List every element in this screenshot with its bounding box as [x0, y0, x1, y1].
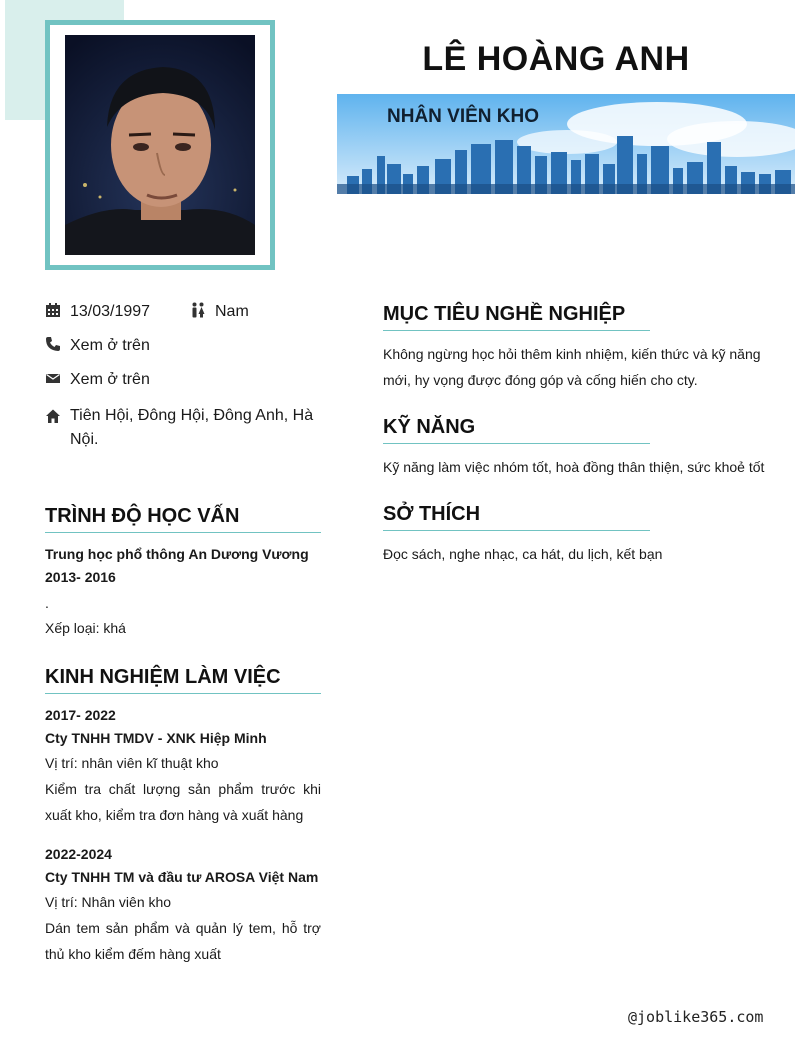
job-company: Cty TNHH TM và đầu tư AROSA Việt Nam — [45, 869, 319, 885]
skills-heading: KỸ NĂNG — [383, 416, 476, 438]
email: Xem ở trên — [70, 371, 150, 388]
experience-heading: KINH NGHIỆM LÀM VIỆC — [45, 666, 281, 688]
address-row — [45, 404, 315, 452]
profile-photo — [65, 35, 255, 255]
education-school: Trung học phổ thông An Dương Vương — [45, 546, 309, 562]
skills-text: Kỹ năng làm việc nhóm tốt, hoà đồng thân thiện, sức khoẻ tốt — [383, 459, 765, 475]
job-period: 2022-2024 — [45, 846, 112, 862]
education-heading: TRÌNH ĐỘ HỌC VẤN — [45, 505, 240, 527]
objective-divider — [383, 330, 650, 331]
candidate-name: LÊ HOÀNG ANH — [422, 40, 690, 78]
objective-heading: MỤC TIÊU NGHỀ NGHIỆP — [383, 303, 626, 325]
job-title: NHÂN VIÊN KHO — [387, 106, 540, 127]
job-company: Cty TNHH TMDV - XNK Hiệp Minh — [45, 730, 267, 746]
birthdate: 13/03/1997 — [70, 303, 151, 320]
hobbies-text: Đọc sách, nghe nhạc, ca hát, du lịch, kết bạn — [383, 546, 663, 562]
phone-row — [45, 336, 150, 355]
gender: Nam — [215, 303, 249, 320]
job-title-banner — [337, 94, 795, 194]
phone-icon — [45, 336, 61, 352]
profile-photo-frame — [45, 20, 275, 270]
hobbies-heading: SỞ THÍCH — [383, 503, 481, 525]
home-icon — [45, 408, 61, 424]
hobbies-divider — [383, 530, 650, 531]
job-description: Kiểm tra chất lượng sản phẩm trước khi xuất kho, kiểm tra đơn hàng và xuất hàng — [45, 781, 321, 823]
job-position: Vị trí: nhân viên kĩ thuật kho — [45, 755, 219, 771]
gender-row — [190, 302, 249, 321]
person-icon — [190, 302, 206, 318]
skills-divider — [383, 443, 650, 444]
education-years: 2013- 2016 — [45, 569, 116, 585]
mail-icon — [45, 370, 61, 386]
objective-text: Không ngừng học hỏi thêm kinh nhiệm, kiến thức và kỹ năng mới, hy vọng được đóng góp và cống hiến cho cty. — [383, 346, 761, 388]
education-grade: Xếp loại: khá — [45, 620, 126, 636]
phone: Xem ở trên — [70, 337, 150, 354]
calendar-icon — [45, 302, 61, 318]
job-description: Dán tem sản phẩm và quản lý tem, hỗ trợ thủ kho kiểm đếm hàng xuất — [45, 920, 321, 962]
experience-divider — [45, 693, 321, 694]
job-period: 2017- 2022 — [45, 707, 116, 723]
email-row — [45, 370, 150, 389]
address: Tiên Hội, Đông Hội, Đông Anh, Hà Nội. — [70, 407, 314, 448]
education-divider — [45, 532, 321, 533]
footer-watermark: @joblike365.com — [628, 1008, 764, 1026]
birthdate-row — [45, 302, 150, 321]
education-dot: . — [45, 595, 49, 611]
job-position: Vị trí: Nhân viên kho — [45, 894, 172, 910]
